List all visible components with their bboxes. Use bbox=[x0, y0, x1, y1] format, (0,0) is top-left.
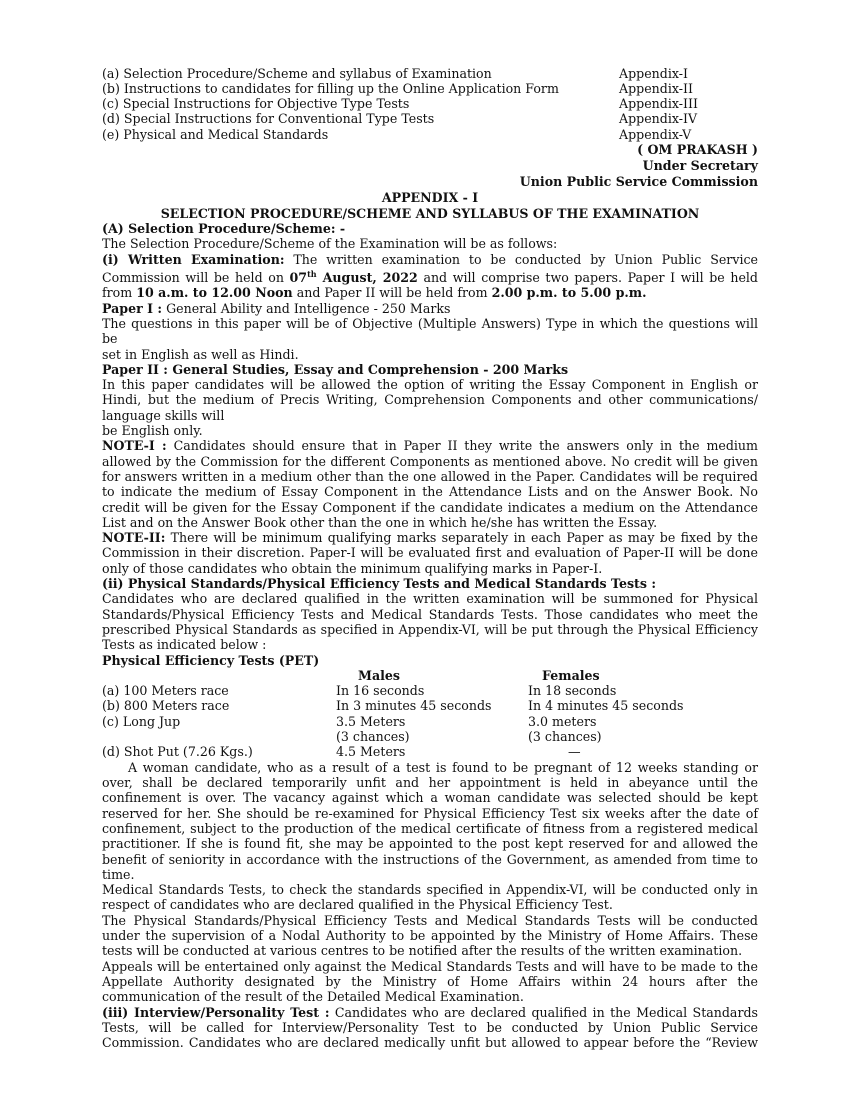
contents-item-ref: Appendix-V bbox=[619, 127, 692, 142]
contents-item-label: (d) Special Instructions for Conventional Type Tests bbox=[102, 111, 435, 126]
document-body bbox=[102, 221, 758, 1050]
note1-paragraph: NOTE-I : Candidates should ensure that in Paper II they write the answers only in the medium allowed by the Commission for the different Components as mentioned above. No credit will be given for answers written in a medium other than the one allowed in the Paper. Candidates will be required to indicate the medium of Essay Component in the Attendance Lists and on the Answer Book. No credit will be given for the Essay Component if the candidate indicates a medium on the Attendance List and on the Answer Book other than the one in which he/she has written the Essay. bbox=[102, 438, 758, 530]
woman-candidate-paragraph: A woman candidate, who as a result of a test is found to be pregnant of 12 weeks standing or over, shall be declared temporarily unfit and her appointment is held in abeyance until the confinement is over. The vacancy against which a woman candidate was selected should be kept reserved for her. She should be re-examined for Physical Efficiency Test six weeks after the date of confinement, subject to the production of the medical certificate of fitness from a registered medical practitioner. If she is found fit, she may be appointed to the post kept reserved for and allowed the benefit of seniority in accordance with the instructions of the Government, as amended from time to time. bbox=[102, 759, 758, 882]
medical-standards-paragraph: Medical Standards Tests, to check the standards specified in Appendix-VI, will be conducted only in respect of candidates who are declared qualified in the Physical Efficiency Test. bbox=[102, 882, 758, 913]
signatory-name: ( OM PRAKASH ) bbox=[637, 142, 758, 157]
appendix-title: APPENDIX - I bbox=[381, 190, 479, 205]
paper2-heading: Paper II : General Studies, Essay and Comprehension - 200 Marks bbox=[102, 361, 569, 377]
contents-item-label: (e) Physical and Medical Standards bbox=[102, 127, 329, 142]
contents-item-ref: Appendix-III bbox=[619, 96, 698, 111]
paper1-timing: 10 a.m. to 12.00 Noon bbox=[136, 285, 293, 301]
nodal-authority-paragraph: The Physical Standards/Physical Efficiency Tests and Medical Standards Tests will be conducted under the supervision of a Nodal Authority to be appointed by the Ministry of Home Affairs. These tests will be conducted at various centres to be notified after the results of the written examination. bbox=[102, 912, 758, 959]
pet-females-value: — bbox=[568, 743, 581, 759]
signatory-office: Union Public Service Commission bbox=[519, 174, 758, 189]
appeals-paragraph: Appeals will be entertained only against the Medical Standards Tests and will have to be made to the Appellate Authority designated by the Ministry of Home Affairs within 24 hours after the communication of the result of the Detailed Medical Examination. bbox=[102, 958, 758, 1005]
pet-heading: Physical Efficiency Tests (PET) bbox=[102, 652, 320, 668]
contents-item-label: (b) Instructions to candidates for filling up the Online Application Form bbox=[102, 81, 559, 96]
physical-standards-heading: (ii) Physical Standards/Physical Efficiency Tests and Medical Standards Tests : bbox=[102, 576, 656, 592]
note2-paragraph: NOTE-II: There will be minimum qualifying marks separately in each Paper as may be fixed by the Commission in their discretion. Paper-I will be evaluated first and evaluation of Paper-II will be done only of those candidates who obtain the minimum qualifying marks in Paper-I. bbox=[102, 530, 758, 576]
paper1-paragraph: Paper I : General Ability and Intelligence - 250 Marks The questions in this paper will be of Objective (Multiple Answers) Type in which the questions will be set in English as well as Hindi. bbox=[102, 300, 758, 362]
note2-label: NOTE-II: bbox=[102, 530, 166, 546]
signatory-designation: Under Secretary bbox=[642, 158, 758, 173]
pet-event: (c) Long Jup bbox=[102, 713, 181, 729]
section-a-heading: (A) Selection Procedure/Scheme: - bbox=[102, 221, 346, 236]
pet-males-value: In 3 minutes 45 seconds bbox=[336, 697, 492, 713]
appendix-heading: SELECTION PROCEDURE/SCHEME AND SYLLABUS OF THE EXAMINATION bbox=[160, 206, 700, 221]
interview-label: (iii) Interview/Personality Test : bbox=[102, 1004, 330, 1020]
pet-event: (d) Shot Put (7.26 Kgs.) bbox=[102, 743, 253, 759]
written-exam-label: (i) Written Examination: bbox=[102, 251, 285, 267]
pet-males-value: (3 chances) bbox=[336, 728, 410, 744]
physical-standards-paragraph: (ii) Physical Standards/Physical Efficiency Tests and Medical Standards Tests : Candidates who are declared qualified in the written examination will be summoned for Physical Standards/Physical Efficiency Tests and Medical Standards Tests. Those candidates who meet the prescribed Physical Standards as specified in Appendix-VI, will be put through the Physical Efficiency Tests as indicated below : bbox=[102, 576, 758, 653]
pet-event: (b) 800 Meters race bbox=[102, 697, 230, 713]
pet-females-value: 3.0 meters bbox=[528, 713, 597, 729]
contents-item-label: (c) Special Instructions for Objective Type Tests bbox=[102, 96, 410, 111]
interview-paragraph: (iii) Interview/Personality Test : Candidates who are declared qualified in the Medical Standards Tests, will be called for Interview/Personality Test to be conducted by Union Public Service Commission. Candidates who are declared medically unfit but allowed to appear before the “Review bbox=[102, 1004, 758, 1051]
exam-date: 07th August, 2022 bbox=[289, 268, 418, 286]
pet-col-females: Females bbox=[542, 667, 600, 683]
note1-label: NOTE-I : bbox=[102, 438, 167, 454]
pet-males-value: In 16 seconds bbox=[336, 682, 425, 698]
pet-females-value: In 18 seconds bbox=[528, 682, 617, 698]
pet-col-males: Males bbox=[358, 667, 400, 683]
paper1-title: General Ability and Intelligence - 250 Marks bbox=[166, 300, 451, 316]
pet-table bbox=[102, 668, 758, 760]
pet-females-value: (3 chances) bbox=[528, 728, 602, 744]
paper1-label: Paper I : bbox=[102, 300, 163, 316]
pet-males-value: 4.5 Meters bbox=[336, 743, 406, 759]
contents-item-ref: Appendix-IV bbox=[619, 111, 698, 126]
pet-males-value: 3.5 Meters bbox=[336, 713, 406, 729]
paper2-timing: 2.00 p.m. to 5.00 p.m. bbox=[491, 285, 647, 301]
pet-event: (a) 100 Meters race bbox=[102, 682, 229, 698]
pet-females-value: In 4 minutes 45 seconds bbox=[528, 697, 684, 713]
contents-item-ref: Appendix-I bbox=[619, 66, 688, 81]
written-exam-paragraph: (i) Written Examination: The written examination to be conducted by Union Public Service Commission will be held on 07th August, 2022 and will comprise two papers. Paper I will be held from 10 a.m. to 12.00 Noon and Paper II will be held from 2.00 p.m. to 5.00 p.m. bbox=[102, 251, 758, 301]
contents-item-ref: Appendix-II bbox=[619, 81, 693, 96]
paper2-paragraph: Paper II : General Studies, Essay and Comprehension - 200 Marks In this paper candidates will be allowed the option of writing the Essay Component in English or Hindi, but the medium of Precis Writing, Comprehension Components and other communications/ language skills will be English only. bbox=[102, 361, 758, 439]
contents-item-label: (a) Selection Procedure/Scheme and syllabus of Examination bbox=[102, 66, 492, 81]
section-a-intro: The Selection Procedure/Scheme of the Examination will be as follows: bbox=[102, 236, 558, 252]
